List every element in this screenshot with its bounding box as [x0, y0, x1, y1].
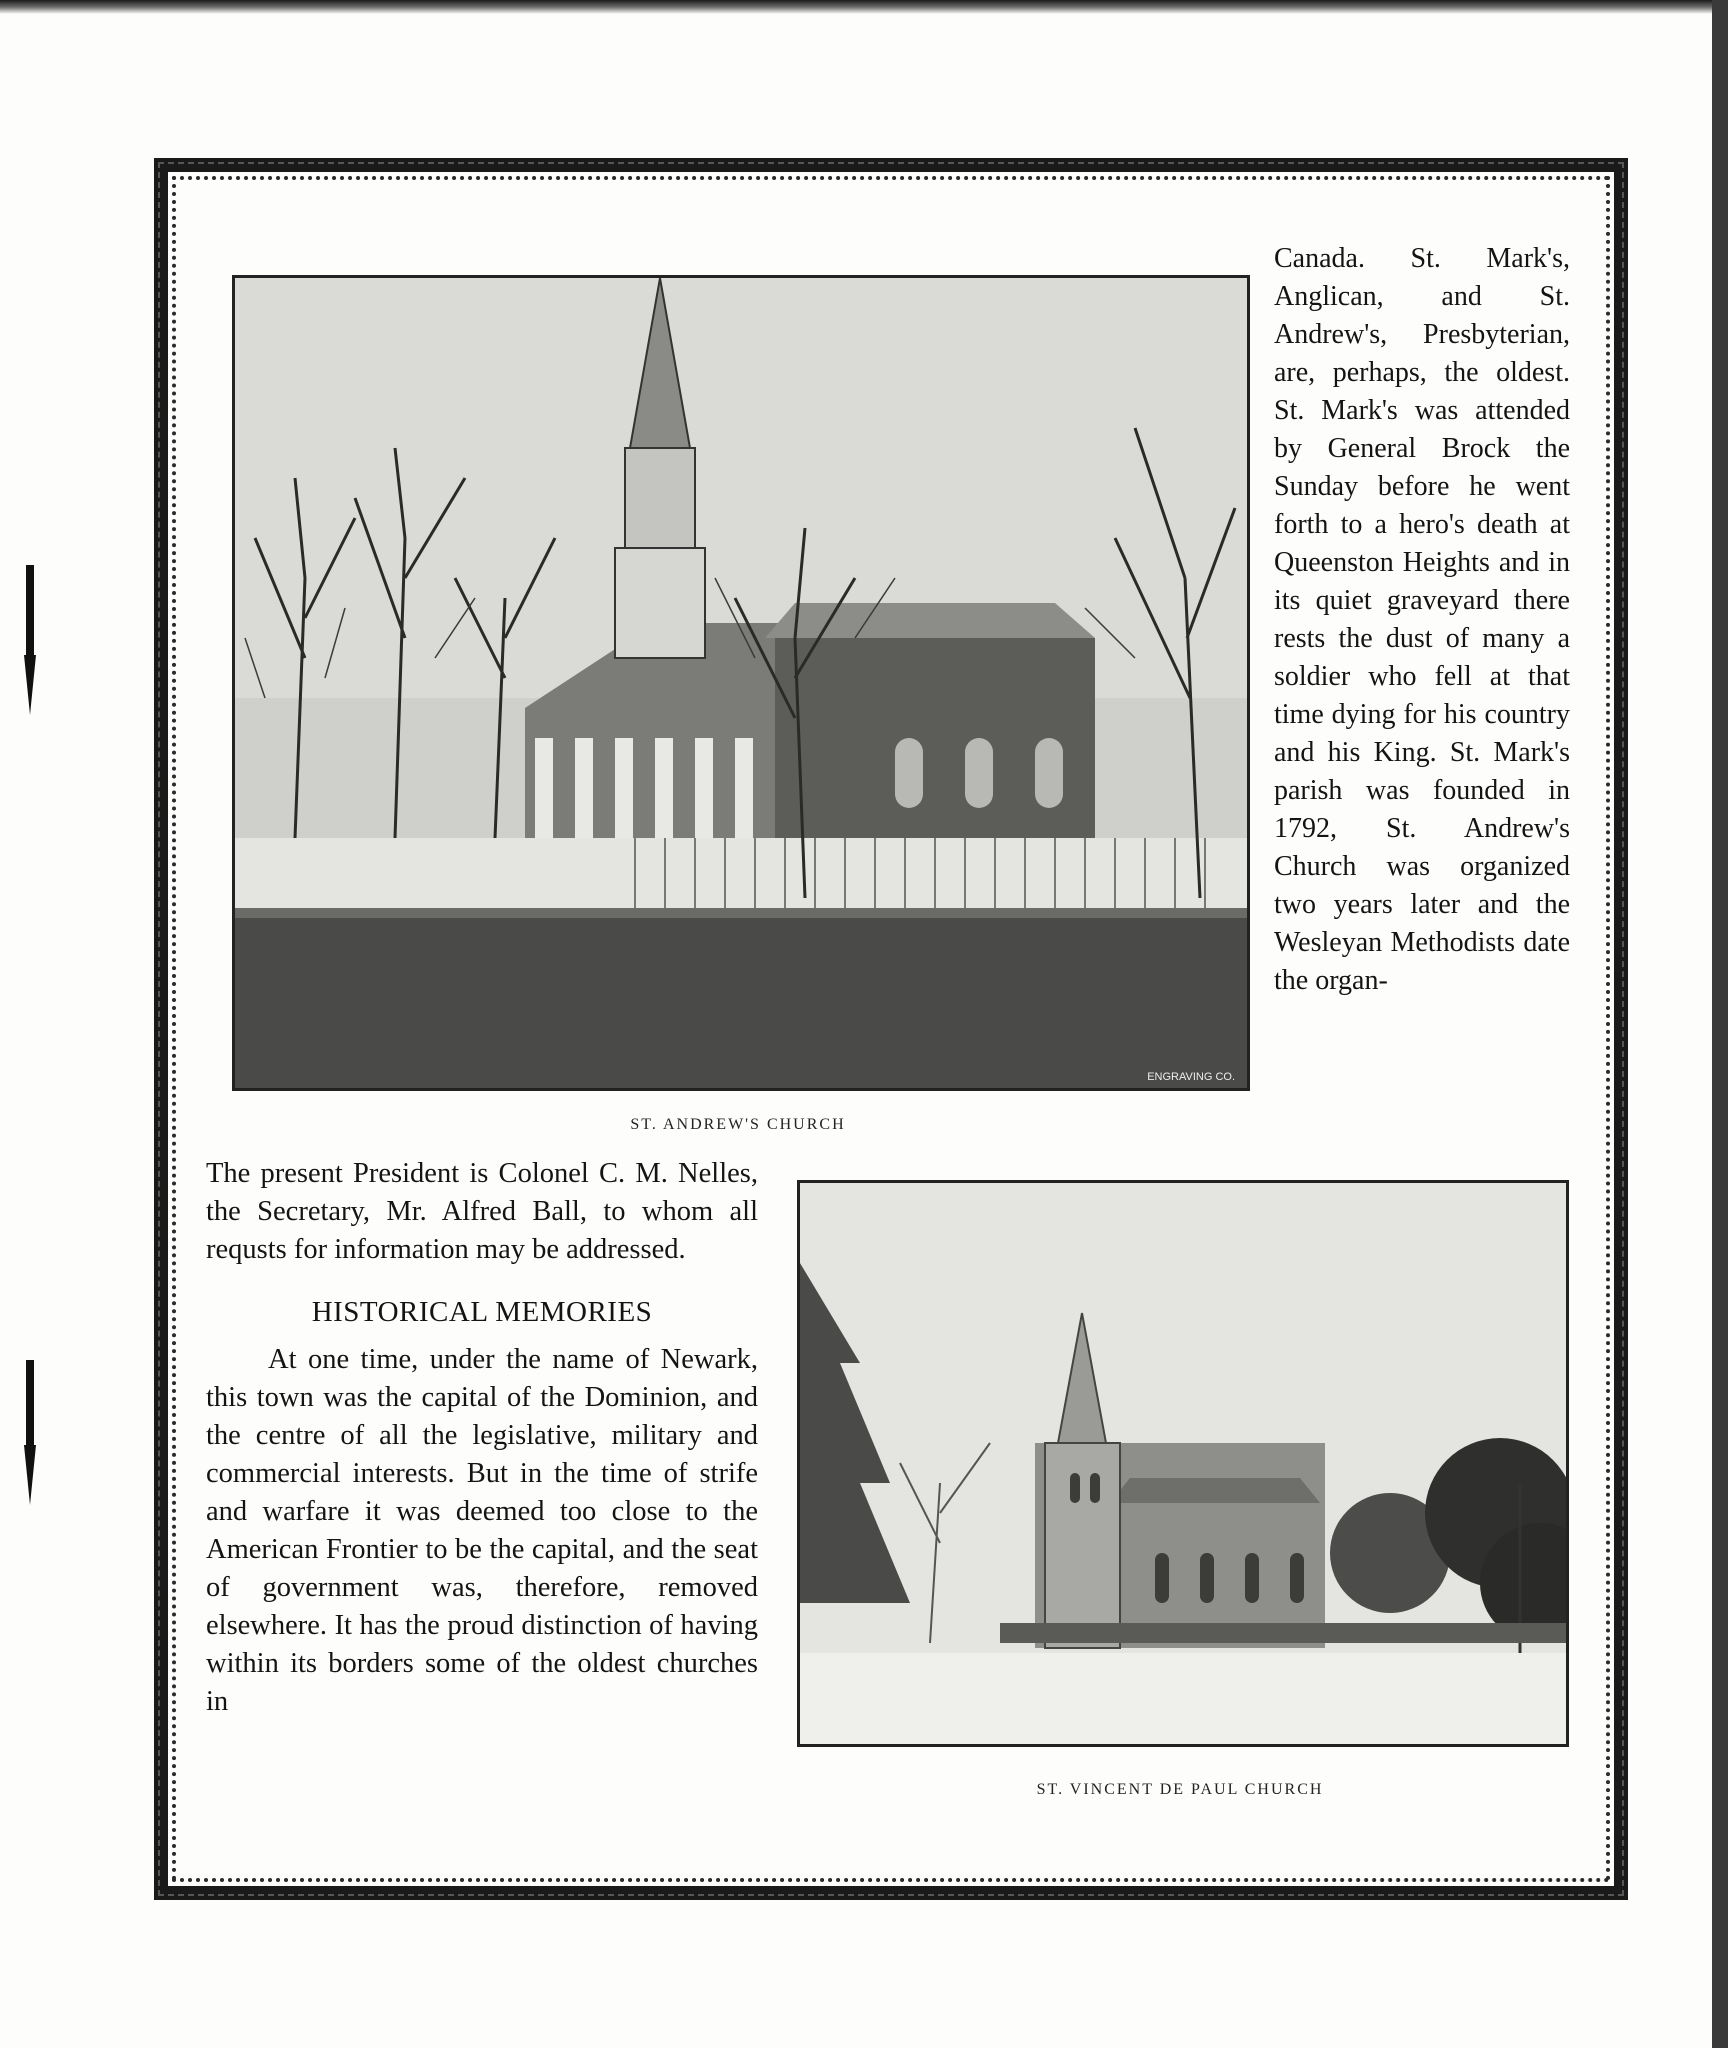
engraver-credit: ENGRAVING CO. — [1147, 1071, 1235, 1083]
scan-top-edge — [0, 0, 1728, 14]
left-column-text — [206, 1155, 758, 1721]
st-andrews-caption: ST. ANDREW'S CHURCH — [630, 1116, 846, 1133]
st-vincent-de-paul-church-photo — [797, 1180, 1569, 1747]
right-column-paragraph: Canada. St. Mark's, Anglican, and St. Andrew's, Presbyterian, are, perhaps, the oldest. St. Mark's was attended by General Brock the Sunday before he went forth to a hero's death at Queenston Heights and in its quiet graveyard there rests the dust of many a soldier who fell at that time dying for his country and his King. St. Mark's parish was founded in 1792, St. Andrew's Church was organized two years later and the Wesleyan Methodists date the organ- — [1274, 243, 1570, 996]
scan-right-edge — [1712, 0, 1728, 2048]
president-paragraph: The present President is Colonel C. M. Nelles, the Secretary, Mr. Alfred Ball, to whom all requsts for information may be addressed. — [206, 1158, 758, 1265]
historical-memories-paragraph: At one time, under the name of Newark, this town was the capital of the Dominion, and the centre of all the legislative, military and commercial interests. But in the time of strife and warfare it was deemed too close to the American Frontier to be the capital, and the seat of government was, therefore, removed elsewhere. It has the proud distinction of having within its borders some of the oldest churches in — [206, 1344, 758, 1717]
historical-memories-heading: HISTORICAL MEMORIES — [311, 1296, 653, 1328]
binding-mark-2 — [24, 655, 36, 715]
right-column-text — [1274, 240, 1570, 1000]
binding-mark-4 — [24, 1445, 36, 1505]
st-andrews-church-photo — [232, 275, 1250, 1091]
binding-mark-1 — [26, 565, 34, 655]
st-vincent-de-paul-caption: ST. VINCENT DE PAUL CHURCH — [1036, 1781, 1324, 1798]
binding-mark-3 — [26, 1360, 34, 1445]
